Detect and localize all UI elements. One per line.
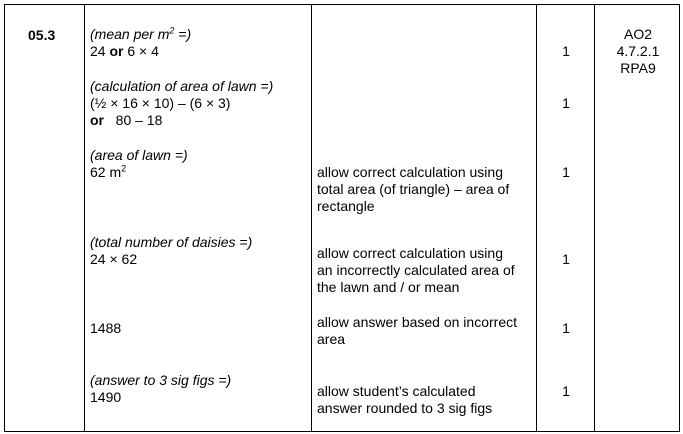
row-2-label: (calculation of area of lawn =) bbox=[90, 78, 274, 94]
row-4-mark: 1 bbox=[562, 251, 570, 267]
row-5-guidance-1: allow answer based on incorrect bbox=[317, 314, 517, 330]
ao-ref-1: AO2 bbox=[623, 26, 652, 42]
question-number: 05.3 bbox=[28, 27, 56, 43]
row-4-guidance-3: the lawn and / or mean bbox=[317, 279, 460, 295]
row-4-value: 24 × 62 bbox=[90, 251, 138, 267]
row-6-mark: 1 bbox=[562, 383, 570, 399]
row-6-label: (answer to 3 sig figs =) bbox=[90, 372, 232, 388]
row-6-guidance-2: answer rounded to 3 sig figs bbox=[317, 400, 493, 416]
row-3-guidance-3: rectangle bbox=[317, 198, 375, 214]
ao-ref-2: 4.7.2.1 bbox=[616, 43, 660, 59]
row-6-value: 1490 bbox=[90, 389, 122, 405]
row-3-label: (area of lawn =) bbox=[90, 147, 188, 163]
row-3-value: 62 $m^2$ bbox=[90, 163, 127, 180]
row-6-guidance-1: allow student’s calculated bbox=[317, 383, 476, 399]
row-1-label: (mean per $m^2$ =) bbox=[90, 25, 192, 42]
row-5-value: 1488 bbox=[90, 320, 122, 336]
row-1-working: 24 or 6 × 4 bbox=[90, 43, 159, 59]
row-2-mark: 1 bbox=[562, 95, 570, 111]
row-5-guidance-2: area bbox=[317, 331, 346, 347]
row-4-guidance-1: allow correct calculation using bbox=[317, 245, 503, 261]
row-2-working-line2: or 80 – 18 bbox=[90, 112, 163, 128]
row-1-mark: 1 bbox=[562, 43, 570, 59]
row-4-guidance-2: an incorrectly calculated area of bbox=[317, 262, 515, 278]
row-2-working-line1: (½ × 16 × 10) – (6 × 3) bbox=[90, 95, 231, 111]
ao-ref-3: RPA9 bbox=[620, 60, 656, 76]
row-5-mark: 1 bbox=[562, 320, 570, 336]
row-3-guidance-2: total area (of triangle) – area of bbox=[317, 181, 510, 197]
row-4-label: (total number of daisies =) bbox=[90, 234, 253, 250]
row-3-guidance-1: allow correct calculation using bbox=[317, 164, 503, 180]
row-3-mark: 1 bbox=[562, 164, 570, 180]
